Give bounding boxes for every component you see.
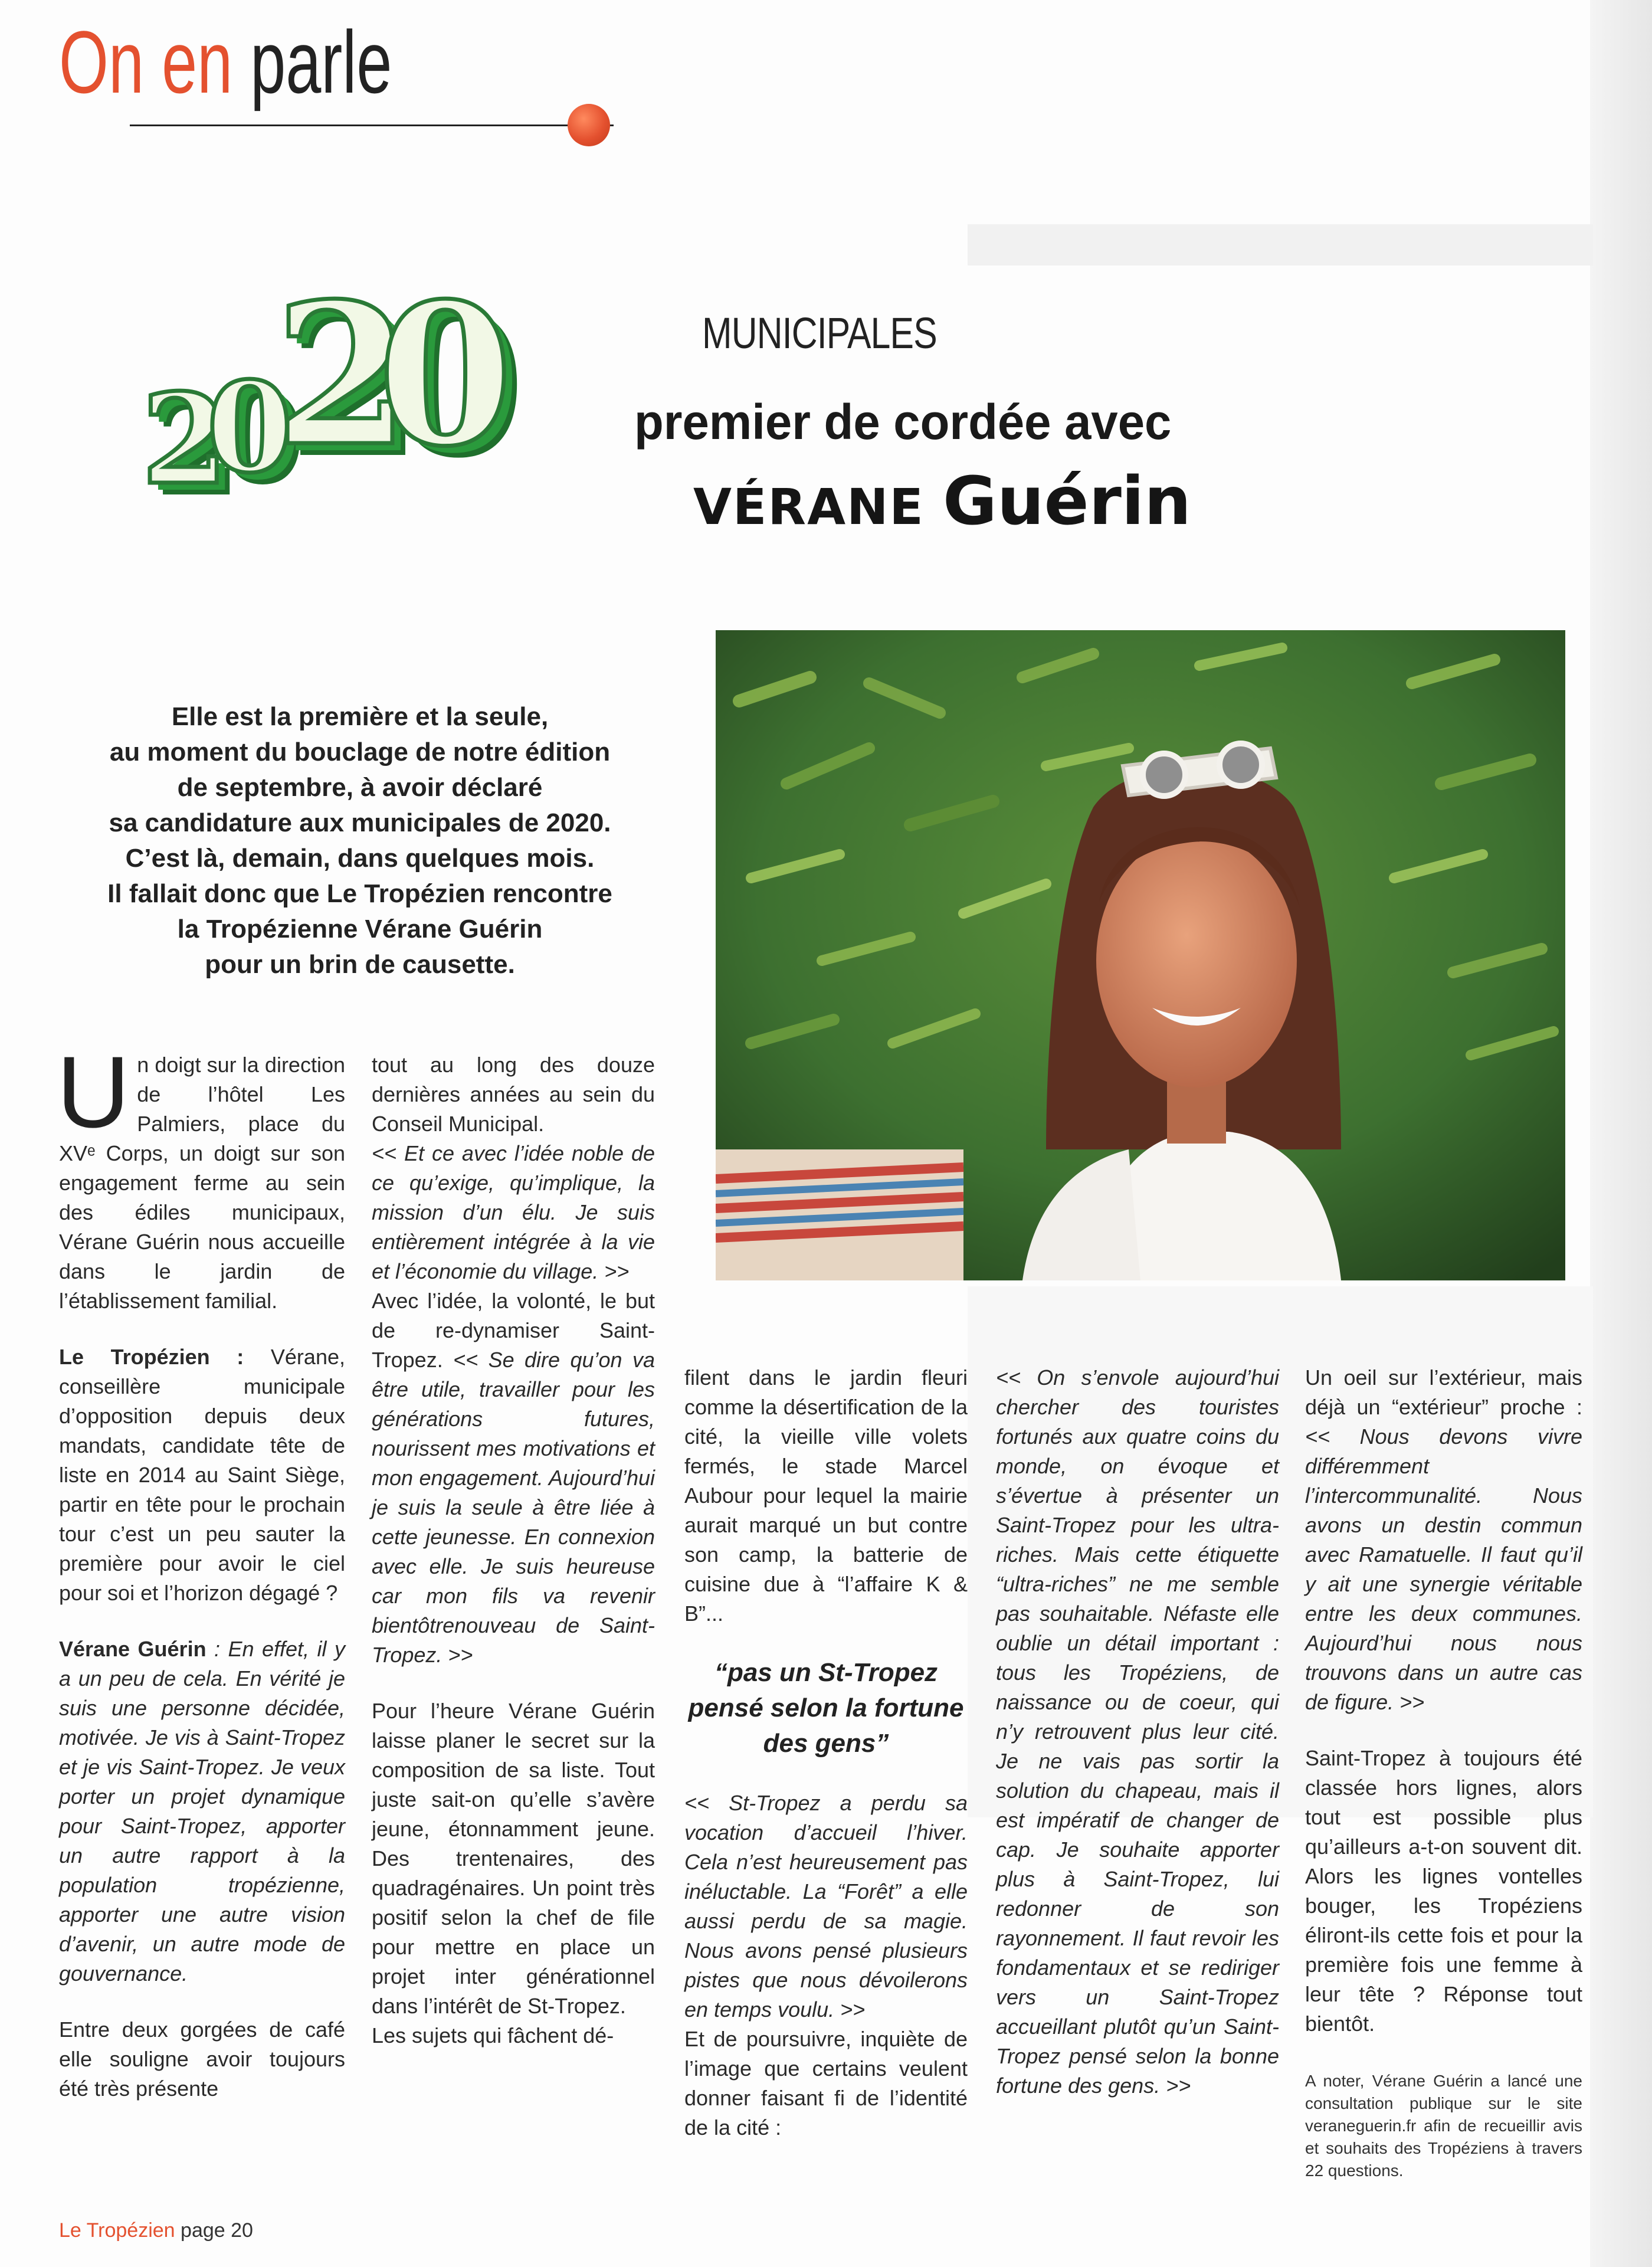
speaker-label: Le Tropézien : xyxy=(59,1345,244,1369)
paragraph xyxy=(372,1286,655,1670)
website-link[interactable]: veraneguerin.fr xyxy=(1305,2117,1417,2135)
article-title-line2 xyxy=(693,463,1191,559)
article-column-3 xyxy=(684,1363,968,2142)
title-firstname: VÉRANE xyxy=(693,478,943,536)
paragraph-text: n doigt sur la direction de l’hôtel Les Palmiers, place du XVᵉ Corps, un doigt sur son engagement ferme au sein des édiles municipaux, Vérane Guérin nous accueille dans le jardin de l’établissement familial. xyxy=(59,1053,345,1313)
header-dot xyxy=(568,104,610,146)
article-column-1 xyxy=(57,1036,345,2130)
page-number: page 20 xyxy=(181,2219,253,2242)
quote-paragraph: << Et ce avec l’idée noble de ce qu’exige, qu’implique, la mission d’un élu. Je suis entièrement intégrée à la vie et l’économie du village. >> xyxy=(372,1141,655,1283)
year-logo xyxy=(142,260,513,555)
year-digit: 0 xyxy=(206,355,293,500)
article-lead xyxy=(59,699,661,982)
quote-text: << Se dire qu’on va être utile, travailler pour les générations futures, nourissent mes motivations et mon engagement. Aujourd’hui je suis la seule à être liée à cette jeunesse. En connexion avec elle. Je suis heureuse car mon fils va revenir bientôtrenouveau de Saint-Tropez. >> xyxy=(372,1348,655,1667)
paragraph-text: Avec l’idée, la volonté, le but de re-dynamiser Saint-Tropez. xyxy=(372,1289,655,1372)
drop-cap: U xyxy=(57,1036,130,1149)
year-digit: 0 xyxy=(378,260,513,489)
paragraph xyxy=(1305,1363,1582,1717)
quote-text: << Nous devons vivre différemment l’intercommunalité. Nous avons un destin commun avec Ramatuelle. Il faut qu’il y ait une synergie véritable entre les deux communes. Aujourd’hui nous nous trouvons dans un autre cas de figure. >> xyxy=(1305,1424,1582,1714)
header-rule xyxy=(130,125,614,126)
paragraph: Les sujets qui fâchent dé- xyxy=(372,2023,614,2047)
section-header xyxy=(59,12,392,112)
pull-quote: “pas un St-Tropez pensé selon la fortune des gens” xyxy=(688,1658,964,1758)
portrait-photo xyxy=(716,630,1565,1280)
page-footer xyxy=(59,2219,253,2242)
paragraph: Saint-Tropez à toujours été classée hors lignes, alors tout est possible plus qu’ailleurs a-t-on souvent dit. Alors les lignes vontelles bouger, les Tropéziens éliront-ils cette fois et pour la première fois une femme à leur tête ? Réponse tout bientôt. xyxy=(1305,1746,1582,2036)
lead-line: la Tropézienne Vérane Guérin xyxy=(177,915,543,944)
lead-line: Elle est la première et la seule, xyxy=(171,702,549,731)
article-title-line1: premier de cordée avec xyxy=(634,394,1172,450)
article-column-2 xyxy=(372,1050,655,2050)
section-header-word2: parle xyxy=(250,12,392,112)
article-column-5 xyxy=(1305,1363,1582,2065)
article-note xyxy=(1305,2070,1582,2182)
quote-text: : En effet, il y a un peu de cela. En vérité je suis une personne décidée, motivée. Je vis à Saint-Tropez et je vis Saint-Tropez. Je veux porter un projet dynamique pour Saint-Tropez, apporter un autre rapport à la population tropézienne, apporter une autre vision d’avenir, un autre mode de gouvernance. xyxy=(59,1637,345,1986)
section-header-word1: On en xyxy=(59,12,233,112)
paragraph-text: Un oeil sur l’extérieur, mais déjà un “extérieur” proche : xyxy=(1305,1365,1582,1419)
year-digit: 2 xyxy=(274,260,410,489)
paragraph-text: Vérane, conseillère municipale d’opposition depuis deux mandats, candidate tête de liste en 2014 au Saint Siège, partir en tête pour le prochain tour c’est un peu sauter la première pour avoir le ciel pour soi et l’horizon dégagé ? xyxy=(59,1345,345,1605)
magazine-name: Le Tropézien xyxy=(59,2219,175,2242)
paragraph: tout au long des douze dernières années au sein du Conseil Municipal. xyxy=(372,1053,655,1136)
paragraph xyxy=(57,1036,345,1316)
year-digit: 2 xyxy=(142,366,228,512)
lead-line: de septembre, à avoir déclaré xyxy=(177,773,543,802)
lead-line: au moment du bouclage de notre édition xyxy=(109,738,611,766)
lead-line: sa candidature aux municipales de 2020. xyxy=(109,808,611,837)
portrait-illustration xyxy=(716,630,1565,1280)
paragraph: filent dans le jardin fleuri comme la désertification de la cité, la vieille ville volets fermés, le stade Marcel Aubour pour lequel la mairie aurait marqué un but contre son camp, la batterie de cuisine due à “l’affaire K & B”... xyxy=(684,1365,968,1626)
lead-line: C’est là, demain, dans quelques mois. xyxy=(125,844,595,873)
paragraph xyxy=(59,2015,345,2104)
quote-paragraph: << On s’envole aujourd’hui chercher des touristes fortunés aux quatre coins du monde, on évoque et s’évertue à présenter un Saint-Tropez pour les ultra-riches. Mais cette étiquette “ultra-riches” ne me semble pas souhaitable. Néfaste elle oublie un détail important : tous les Tropéziens, de naissance ou de coeur, qui n’y retrouvent plus leur cité. Je ne vais pas sortir la solution du chapeau, mais il est impératif de changer de cap. Je souhaite apporter plus à Saint-Tropez, lui redonner de son rayonnement. Il faut revoir les fondamentaux et se rediriger vers un Saint-Tropez accueillant plutôt qu’un Saint-Tropez pensé selon la bonne fortune des gens. >> xyxy=(996,1365,1279,2098)
paragraph xyxy=(59,1342,345,1608)
article-column-4 xyxy=(996,1363,1279,2127)
lead-line: pour un brin de causette. xyxy=(205,950,515,979)
quote-paragraph: << St-Tropez a perdu sa vocation d’accueil l’hiver. Cela n’est heureusement pas inéluctable. La “Forêt” a elle aussi perdu de sa magie. Nous avons pensé plusieurs pistes que nous dévoilerons en temps voulu. >> xyxy=(684,1791,968,2022)
note-text: afin de recueillir avis et souhaits des Tropéziens à travers 22 questions. xyxy=(1305,2117,1582,2180)
paragraph: Pour l’heure Vérane Guérin laisse planer le secret sur la composition de sa liste. Tout juste sait-on qu’elle s’avère jeune, étonnamment jeune. Des trentenaires, des quadragénaires. Un point très positif selon la chef de file pour mettre en place un projet inter générationnel dans l’intérêt de St-Tropez. xyxy=(372,1699,655,2018)
paragraph: Et de poursuivre, inquiète de l’image que certains veulent donner faisant fi de l’identité de la cité : xyxy=(684,2027,968,2140)
note-text: A noter, Vérane Guérin a lancé une consultation publique sur le site xyxy=(1305,2072,1582,2112)
article-kicker: MUNICIPALES xyxy=(702,309,937,358)
speaker-label: Vérane Guérin xyxy=(59,1637,206,1661)
title-lastname: Guérin xyxy=(943,463,1191,540)
paragraph xyxy=(59,1634,345,1988)
lead-line: Il fallait donc que Le Tropézien rencontre xyxy=(107,879,612,908)
paragraph-text: Entre deux gorgées de café elle souligne avoir toujours été très présente xyxy=(59,2017,345,2101)
